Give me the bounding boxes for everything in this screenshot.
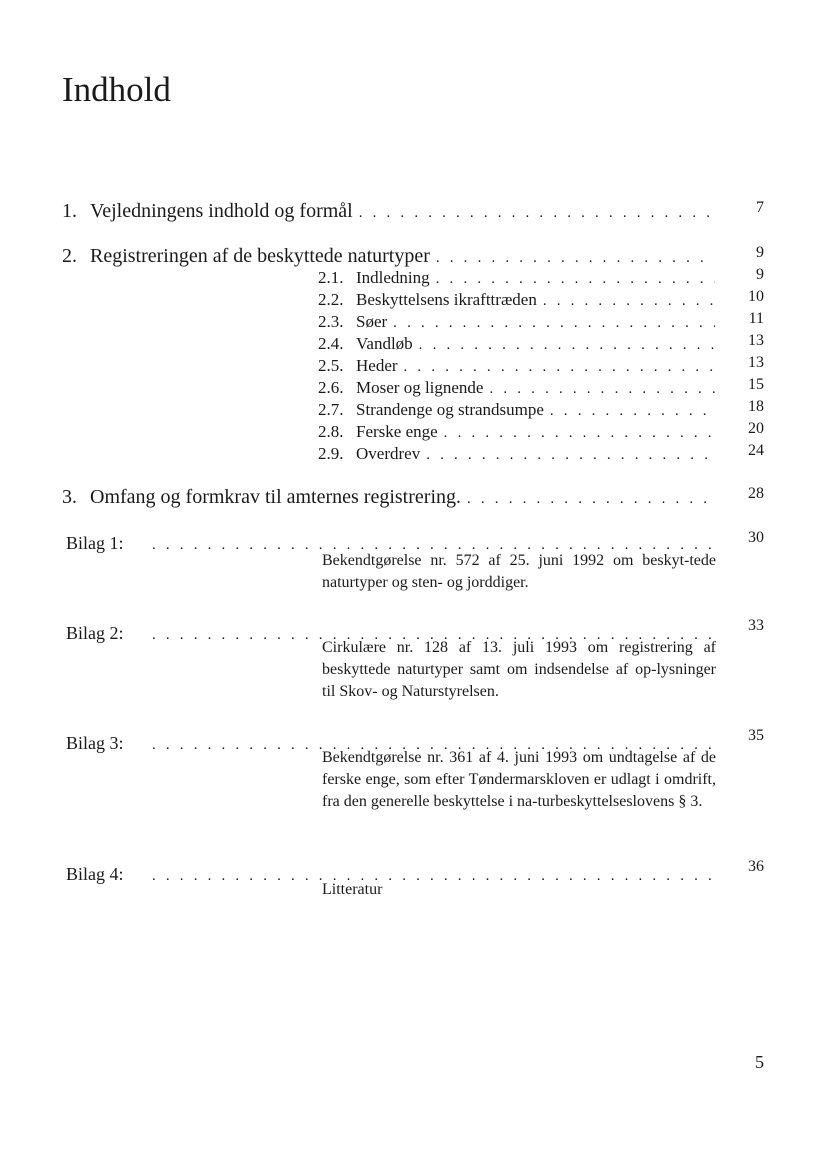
dot-leader	[467, 486, 715, 512]
toc-page-number: 7	[756, 199, 764, 216]
page-number: 5	[755, 1052, 764, 1072]
page-title: Indhold	[62, 70, 171, 109]
appendix-label: Bilag 1:	[66, 533, 124, 553]
appendix-label: Bilag 2:	[66, 623, 124, 643]
toc-page-number: 33	[748, 617, 764, 634]
toc-subentry-number: 2.3.	[318, 312, 344, 331]
toc-page-number: 30	[748, 529, 764, 546]
toc-entry-label: Registreringen af de beskyttede naturtyper	[90, 245, 430, 267]
appendix-description: Litteratur	[322, 881, 383, 898]
toc-page-number: 36	[748, 858, 764, 875]
toc-page-number: 35	[748, 727, 764, 744]
toc-entry-label: Vejledningens indhold og formål	[90, 200, 353, 222]
toc-page-number: 20	[748, 420, 764, 437]
toc-subentry-label: Overdrev	[356, 444, 421, 463]
toc-entry-number: 3.	[62, 486, 77, 508]
toc-subentry-number: 2.4.	[318, 334, 344, 353]
toc-subentry-number: 2.1.	[318, 268, 344, 287]
toc-page-number: 11	[748, 310, 764, 327]
dot-leader	[426, 442, 715, 468]
toc-subentry-label: Heder	[356, 356, 398, 375]
toc-page-number: 13	[748, 354, 764, 371]
toc-subentry-number: 2.5.	[318, 356, 344, 375]
toc-entry-number: 2.	[62, 245, 77, 267]
toc-page-number: 9	[756, 244, 764, 261]
toc-entry-label: Omfang og formkrav til amternes registrering.	[90, 486, 461, 508]
toc-entry-1[interactable]	[62, 198, 715, 224]
toc-page-number: 9	[756, 266, 764, 283]
toc-subentry-number: 2.2.	[318, 290, 344, 309]
appendix-label: Bilag 4:	[66, 864, 124, 884]
toc-page-number: 18	[748, 398, 764, 415]
toc-subentry-label: Beskyttelsens ikrafttræden	[356, 290, 537, 309]
toc-subentry-number: 2.6.	[318, 378, 344, 397]
toc-page-number: 10	[748, 288, 764, 305]
toc-subentry-number: 2.9.	[318, 444, 344, 463]
toc-subentry-label: Moser og lignende	[356, 378, 484, 397]
appendix-description: Bekendtgørelse nr. 572 af 25. juni 1992 om beskyt-tede naturtyper og sten- og jorddiger.	[322, 552, 716, 591]
appendix-description: Cirkulære nr. 128 af 13. juli 1993 om registrering af beskyttede naturtyper samt om indsendelse af op-lysninger til Skov- og Naturstyrelsen.	[322, 639, 716, 700]
toc-page-number: 28	[748, 485, 764, 502]
appendix-label: Bilag 3:	[66, 733, 124, 753]
toc-entry-number: 1.	[62, 200, 77, 222]
toc-entry-3[interactable]	[62, 484, 715, 510]
toc-subentry[interactable]	[318, 441, 715, 467]
toc-subentry-number: 2.7.	[318, 400, 344, 419]
toc-subentry-number: 2.8.	[318, 422, 344, 441]
toc-subentry-label: Søer	[356, 312, 388, 331]
toc-subentry-label: Strandenge og strandsumpe	[356, 400, 544, 419]
toc-page-number: 13	[748, 332, 764, 349]
toc-subentry-label: Vandløb	[356, 334, 413, 353]
toc-subentry-label: Indledning	[356, 268, 430, 287]
toc-subentry-label: Ferske enge	[356, 422, 438, 441]
toc-page-number: 15	[748, 376, 764, 393]
dot-leader	[359, 200, 715, 226]
appendix-description: Bekendtgørelse nr. 361 af 4. juni 1993 om undtagelse af de ferske enge, som efter Tøndermarskloven er udlagt i omdrift, fra den generelle beskyttelse i na-turbeskyttelseslovens § 3.	[322, 749, 716, 810]
toc-page-number: 24	[748, 442, 764, 459]
